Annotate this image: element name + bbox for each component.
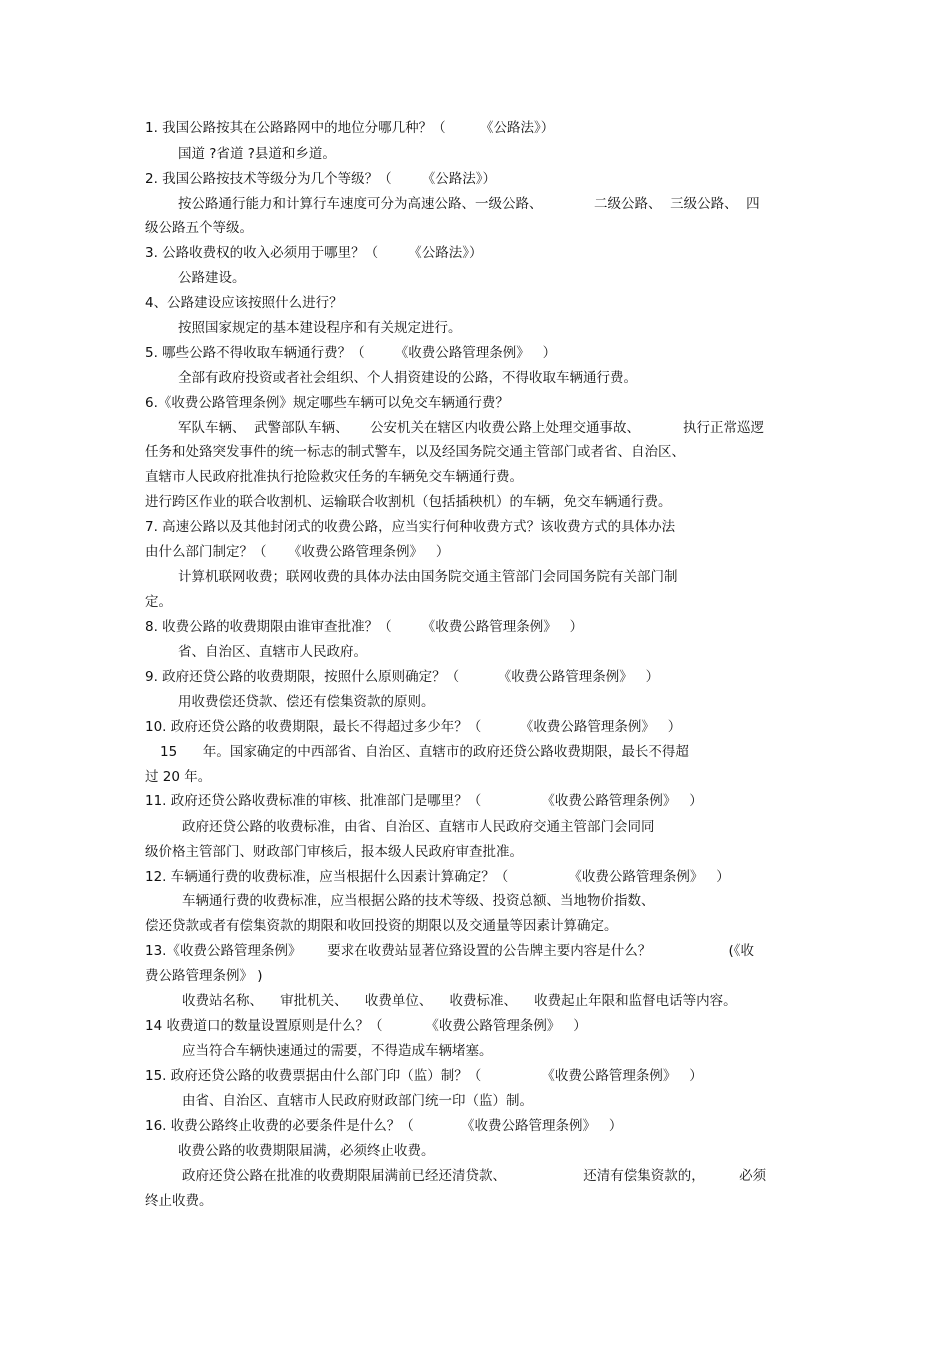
answer-16-line-1: 收费公路的收费期限届满，必须终止收费。 — [178, 1143, 435, 1159]
answer-8: 省、自治区、直辖市人民政府。 — [178, 644, 367, 660]
question-15: 15. 政府还贷公路的收费票据由什么部门印（监）制？（ 《收费公路管理条例》 ） — [145, 1068, 703, 1084]
question-3: 3. 公路收费权的收入必须用于哪里？（ 《公路法》） — [145, 245, 483, 261]
answer-4: 按照国家规定的基本建设程序和有关规定进行。 — [178, 320, 462, 336]
question-12: 12. 车辆通行费的收费标准，应当根据什么因素计算确定？（ 《收费公路管理条例》 ） — [145, 869, 730, 885]
answer-11-line-1: 政府还贷公路的收费标准，由省、自治区、直辖市人民政府交通主管部门会同同 — [182, 819, 655, 835]
answer-6-line-2: 任务和处臵突发事件的统一标志的制式警车，以及经国务院交通主管部门或者省、自治区、 — [145, 444, 685, 460]
question-13-line-2: 费公路管理条例》 ) — [145, 968, 263, 984]
question-10: 10. 政府还贷公路的收费期限，最长不得超过多少年？（ 《收费公路管理条例》 ） — [145, 719, 682, 735]
answer-1: 国道 ?省道 ?县道和乡道。 — [178, 146, 336, 162]
answer-16-line-3: 终止收费。 — [145, 1193, 213, 1209]
answer-6-line-1: 军队车辆、 武警部队车辆、 公安机关在辖区内收费公路上处理交通事故、 执行正常巡逻 — [178, 420, 764, 436]
question-7-line-1: 7. 高速公路以及其他封闭式的收费公路，应当实行何种收费方式？该收费方式的具体办法 — [145, 519, 676, 535]
answer-10-line-1: 15 年。国家确定的中西部省、自治区、直辖市的政府还贷公路收费期限，最长不得超 — [160, 744, 689, 760]
answer-12-line-1: 车辆通行费的收费标准，应当根据公路的技术等级、投资总额、当地物价指数、 — [182, 893, 655, 909]
question-2: 2. 我国公路按技术等级分为几个等级？（ 《公路法》） — [145, 171, 496, 187]
question-6: 6.《收费公路管理条例》规定哪些车辆可以免交车辆通行费？ — [145, 395, 509, 411]
answer-15: 由省、自治区、直辖市人民政府财政部门统一印（监）制。 — [182, 1093, 533, 1109]
answer-16-line-2: 政府还贷公路在批准的收费期限届满前已经还清贷款、 还清有偿集资款的， 必须 — [182, 1168, 767, 1184]
answer-6-line-4: 进行跨区作业的联合收割机、运输联合收割机（包括插秧机）的车辆，免交车辆通行费。 — [145, 494, 672, 510]
question-9: 9. 政府还贷公路的收费期限，按照什么原则确定？（ 《收费公路管理条例》 ） — [145, 669, 660, 685]
answer-11-line-2: 级价格主管部门、财政部门审核后，报本级人民政府审查批准。 — [145, 844, 523, 860]
question-1: 1. 我国公路按其在公路路网中的地位分哪几种？（ 《公路法》） — [145, 120, 555, 136]
answer-2-line-2: 级公路五个等级。 — [145, 220, 253, 236]
answer-12-line-2: 偿还贷款或者有偿集资款的期限和收回投资的期限以及交通量等因素计算确定。 — [145, 918, 618, 934]
answer-2-line-1: 按公路通行能力和计算行车速度可分为高速公路、一级公路、 二级公路、 三级公路、 四 — [178, 196, 760, 212]
question-7-line-2: 由什么部门制定？（ 《收费公路管理条例》 ） — [145, 544, 450, 560]
question-11: 11. 政府还贷公路收费标准的审核、批准部门是哪里？（ 《收费公路管理条例》 ） — [145, 793, 703, 809]
answer-7-line-2: 定。 — [145, 594, 172, 610]
answer-5: 全部有政府投资或者社会组织、个人捐资建设的公路，不得收取车辆通行费。 — [178, 370, 637, 386]
answer-10-line-2: 过 20 年。 — [145, 769, 212, 785]
answer-3: 公路建设。 — [178, 270, 246, 286]
question-13-line-1: 13.《收费公路管理条例》 要求在收费站显著位臵设置的公告牌主要内容是什么？ (《收 — [145, 943, 754, 959]
question-8: 8. 收费公路的收费期限由谁审查批准？（ 《收费公路管理条例》 ） — [145, 619, 584, 635]
question-16: 16. 收费公路终止收费的必要条件是什么？（ 《收费公路管理条例》 ） — [145, 1118, 623, 1134]
answer-7-line-1: 计算机联网收费；联网收费的具体办法由国务院交通主管部门会同国务院有关部门制 — [178, 569, 678, 585]
answer-13: 收费站名称、 审批机关、 收费单位、 收费标准、 收费起止年限和监督电话等内容。 — [182, 993, 737, 1009]
answer-14: 应当符合车辆快速通过的需要，不得造成车辆堵塞。 — [182, 1043, 493, 1059]
question-14: 14 收费道口的数量设置原则是什么？（ 《收费公路管理条例》 ） — [145, 1018, 587, 1034]
question-5: 5. 哪些公路不得收取车辆通行费？（ 《收费公路管理条例》 ） — [145, 345, 557, 361]
answer-6-line-3: 直辖市人民政府批准执行抢险救灾任务的车辆免交车辆通行费。 — [145, 469, 523, 485]
answer-9: 用收费偿还贷款、偿还有偿集资款的原则。 — [178, 694, 435, 710]
question-4: 4、公路建设应该按照什么进行？ — [145, 295, 343, 311]
